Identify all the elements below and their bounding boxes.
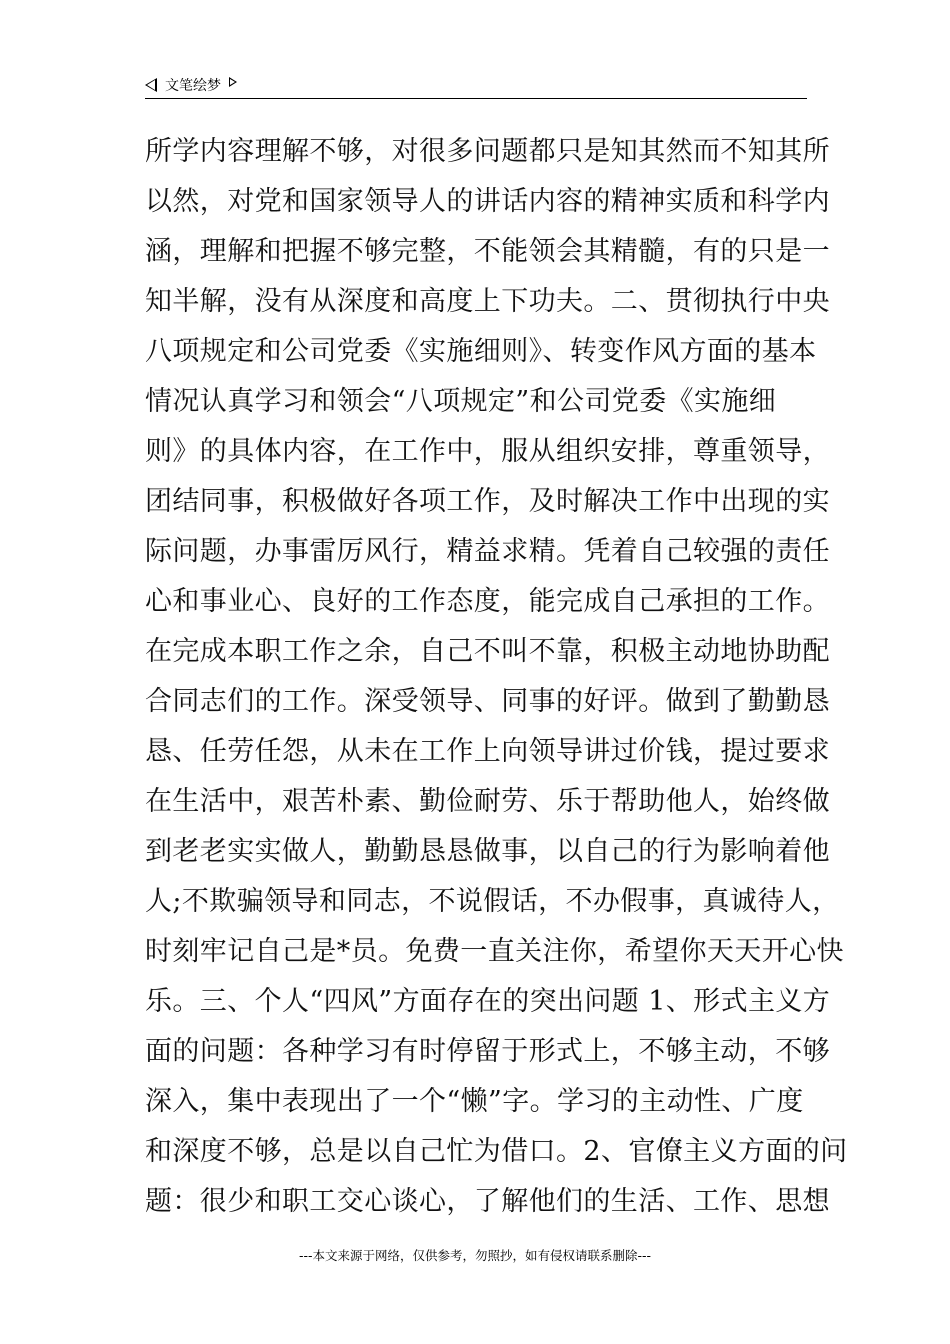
body-line: 团结同事，积极做好各项工作，及时解决工作中出现的实: [145, 486, 830, 517]
body-line: 在生活中，艰苦朴素、勤俭耐劳、乐于帮助他人，始终做: [145, 786, 830, 817]
header-brand: [145, 75, 237, 95]
document-body: [145, 127, 848, 1227]
body-line: 深入，集中表现出了一个“懒”字。学习的主动性、广度: [145, 1086, 804, 1117]
body-line: 情况认真学习和领会“八项规定”和公司党委《实施细: [145, 386, 777, 417]
page-header: [145, 72, 807, 99]
body-line: 合同志们的工作。深受领导、同事的好评。做到了勤勤恳: [145, 686, 830, 717]
triangle-right-icon: [229, 77, 237, 87]
footer-notice: ---本文来源于网络，仅供参考，勿照抄，如有侵权请联系删除---: [298, 1248, 652, 1263]
body-line: 则》的具体内容，在工作中，服从组织安排，尊重领导，: [145, 436, 830, 467]
body-line: 涵，理解和把握不够完整，不能领会其精髓，有的只是一: [145, 236, 830, 267]
body-line: 以然，对党和国家领导人的讲话内容的精神实质和科学内: [145, 186, 830, 217]
body-line: 在完成本职工作之余，自己不叫不靠，积极主动地协助配: [145, 636, 830, 667]
body-line: 心和事业心、良好的工作态度，能完成自己承担的工作。: [145, 586, 830, 617]
body-line: 人;不欺骗领导和同志，不说假话，不办假事，真诚待人，: [145, 886, 840, 917]
body-line: 所学内容理解不够，对很多问题都只是知其然而不知其所: [145, 136, 830, 167]
body-line: 题：很少和职工交心谈心，了解他们的生活、工作、思想: [145, 1186, 830, 1217]
body-line: 际问题，办事雷厉风行，精益求精。凭着自己较强的责任: [145, 536, 830, 567]
header-title: 文笔绘梦: [165, 78, 221, 94]
body-line: 乐。三、个人“四风”方面存在的突出问题 1、形式主义方: [145, 986, 831, 1017]
body-line: 时刻牢记自己是*员。免费一直关注你，希望你天天开心快: [145, 936, 844, 967]
triangle-left-icon: [145, 78, 157, 92]
body-line: 知半解，没有从深度和高度上下功夫。二、贯彻执行中央: [145, 286, 830, 317]
body-line: 恳、任劳任怨，从未在工作上向领导讲过价钱，提过要求: [145, 736, 830, 767]
body-line: 和深度不够，总是以自己忙为借口。2、官僚主义方面的问: [145, 1136, 848, 1167]
body-line: 八项规定和公司党委《实施细则》、转变作风方面的基本: [145, 336, 817, 367]
body-line: 面的问题：各种学习有时停留于形式上，不够主动，不够: [145, 1036, 830, 1067]
body-line: 到老老实实做人，勤勤恳恳做事，以自己的行为影响着他: [145, 836, 830, 867]
